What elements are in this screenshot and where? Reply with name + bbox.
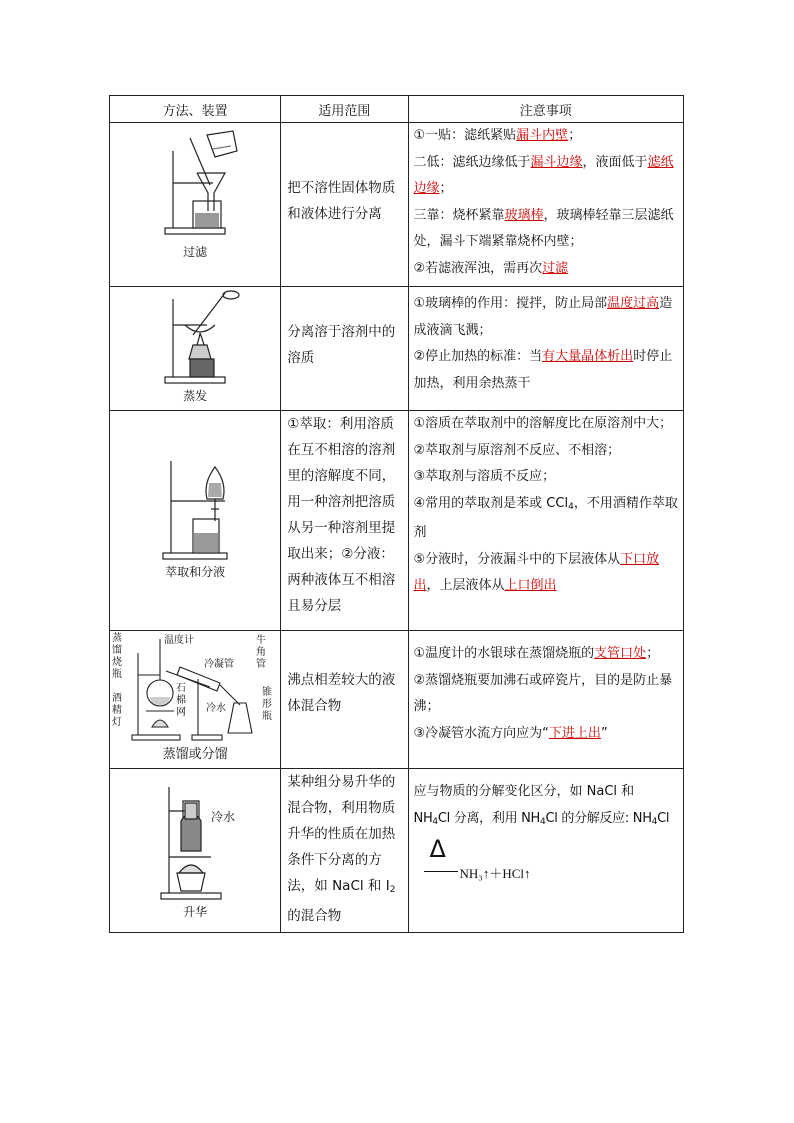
extraction-scope-text: ①萃取：利用溶质在互不相溶的溶剂里的溶解度不同，用一种溶剂把溶质从另一种溶剂里提取出来；②分液：两种液体互不相溶且易分层 [287,416,396,614]
distillation-notes [408,631,683,769]
label-thermometer: 温度计 [164,635,195,646]
filtration-note-4: ②若滤液浑浊，需再次过滤 [413,260,569,276]
table-row-evaporation [110,287,684,411]
extraction-caption: 萃取和分液 [165,565,226,579]
equation-products: NH₃↑＋HCl↑ [459,866,531,881]
sublimation-caption: 升华 [183,905,208,919]
table-header-row [110,96,684,123]
sublimation-scope-text: 某种组分易升华的混合物，利用物质升华的性质在加热条件下分离的方法，如 NaCl 和 $I_2$的混合物 [287,774,396,924]
distillation-note-2: ②蒸馏烧瓶要加沸石或碎瓷片，目的是防止暴沸； [413,672,673,714]
filtration-note-2: 二低：滤纸边缘低于漏斗边缘，液面低于滤纸边缘； [413,154,674,196]
label-conical-1: 锥 [262,687,273,698]
extraction-note-4: ④常用的萃取剂是苯或 CCl$_4$，不用酒精作萃取剂 [413,495,678,540]
header-notes: 注意事项 [408,96,683,123]
extraction-note-3: ③萃取剂与溶质不反应； [413,469,556,484]
sublimation-scope [281,769,408,933]
extraction-note-5: ⑤分液时，分液漏斗中的下层液体从下口放出，上层液体从上口倒出 [413,551,660,593]
label-condenser: 冷凝管 [204,659,235,670]
table-row-filtration [110,123,684,287]
extraction-note-1: ①溶质在萃取剂中的溶解度比在原溶剂中大； [413,416,673,431]
filtration-apparatus-icon [135,123,255,243]
distillation-note-3: ③冷凝管水流方向应为“下进上出” [413,725,608,741]
evaporation-figure-cell [110,287,281,411]
label-asbestos-2: 棉 [176,695,187,706]
sublimation-note-1: 应与物质的分解变化区分，如 NaCl 和 [413,784,635,799]
label-conical-2: 形 [262,699,273,710]
distillation-scope [281,631,408,769]
sublimation-apparatus-icon [135,781,255,903]
label-flask-2: 馏 [112,645,123,656]
label-conical-3: 瓶 [262,711,273,722]
filtration-scope-text: 把不溶性固体物质和液体进行分离 [287,180,396,222]
sublimation-notes [408,769,683,933]
extraction-apparatus-icon [135,453,255,563]
table-row-distillation [110,631,684,769]
distillation-caption: 蒸馏或分馏 [162,747,228,762]
table-row-extraction [110,411,684,631]
extraction-note-2: ②萃取剂与原溶剂不反应、不相溶； [413,442,621,458]
sublimation-equation [414,835,678,887]
sublimation-water-label: 冷水 [211,810,236,824]
header-scope: 适用范围 [281,96,408,123]
filtration-note-1: ①一贴：滤纸紧贴漏斗内壁； [413,128,582,143]
label-lamp-2: 精 [112,705,123,716]
label-lamp-1: 酒 [112,693,123,704]
extraction-notes [408,411,683,631]
sublimation-figure-cell [110,769,281,933]
filtration-figure-cell [110,123,281,287]
evaporation-caption: 蒸发 [183,389,208,403]
filtration-caption: 过滤 [183,245,208,259]
label-adapter-2: 角 [256,647,267,658]
filtration-scope [281,123,408,287]
filtration-note-3: 三靠：烧杯紧靠玻璃棒，玻璃棒轻靠三层滤纸处，漏斗下端紧靠烧杯内壁； [413,207,674,249]
distillation-figure-cell [110,631,281,769]
evaporation-scope [281,287,408,411]
extraction-scope [281,411,408,631]
label-flask-3: 烧 [112,657,123,668]
evaporation-note-1: ①玻璃棒的作用：搅拌，防止局部温度过高造成液滴飞溅； [413,296,673,338]
label-lamp-3: 灯 [112,717,123,728]
distillation-apparatus-icon [110,631,280,743]
separation-methods-table [109,95,684,933]
label-adapter-1: 牛 [256,635,267,646]
header-method: 方法、装置 [110,96,281,123]
distillation-scope-text: 沸点相差较大的液体混合物 [287,672,396,714]
evaporation-note-2: ②停止加热的标准：当有大量晶体析出时停止加热，利用余热蒸干 [413,349,673,391]
evaporation-apparatus-icon [135,287,255,387]
extraction-figure-cell [110,411,281,631]
filtration-notes [408,123,683,287]
label-asbestos-3: 网 [176,707,187,718]
delta-symbol: Δ [429,835,446,863]
label-cold-water: 冷水 [206,703,227,714]
label-flask-1: 蒸 [112,633,123,644]
equation-arrow-line [424,871,458,872]
evaporation-scope-text: 分离溶于溶剂中的溶质 [287,324,396,366]
evaporation-notes [408,287,683,411]
label-asbestos-1: 石 [176,683,187,694]
label-flask-4: 瓶 [112,669,123,680]
label-adapter-3: 管 [256,659,267,670]
table-row-sublimation [110,769,684,933]
sublimation-note-2: $NH_4Cl$ 分离，利用 $NH_4Cl$ 的分解反应: $NH_4Cl$ [413,810,670,827]
distillation-note-1: ①温度计的水银球在蒸馏烧瓶的支管口处； [413,646,660,661]
